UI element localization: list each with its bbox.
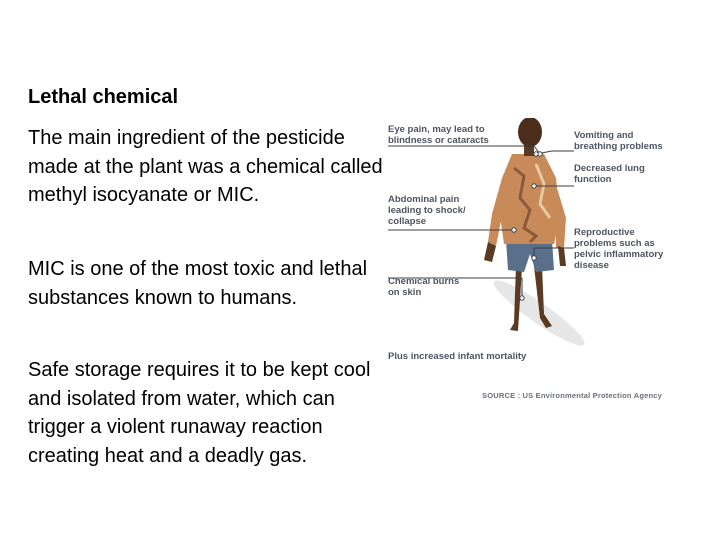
label-reproductive: Reproductive problems such as pelvic inflammatory disease <box>574 227 664 271</box>
label-vomiting: Vomiting and breathing problems <box>574 130 663 152</box>
paragraph-toxicity: MIC is one of the most toxic and lethal substances known to humans. <box>28 258 368 309</box>
source-credit: SOURCE : US Environmental Protection Agency <box>482 391 663 400</box>
label-abdominal-pain: Abdominal pain leading to shock/ collapse <box>388 194 466 227</box>
health-effects-figure <box>384 118 684 408</box>
label-infant-mortality: Plus increased infant mortality <box>388 351 527 362</box>
paragraph-main-ingredient: The main ingredient of the pesticide made at the plant was a chemical called methyl isocyanate or MIC. <box>28 127 383 206</box>
paragraph-safe-storage: Safe storage requires it to be kept cool and isolated from water, which can trigger a violent runaway reaction creating heat and a deadly gas. <box>28 359 371 467</box>
label-chemical-burns: Chemical burns on skin <box>388 276 460 298</box>
slide-title: Lethal chemical <box>28 86 179 108</box>
label-lung-function: Decreased lung function <box>574 163 645 185</box>
label-eye-pain: Eye pain, may lead to blindness or cataracts <box>388 124 489 146</box>
